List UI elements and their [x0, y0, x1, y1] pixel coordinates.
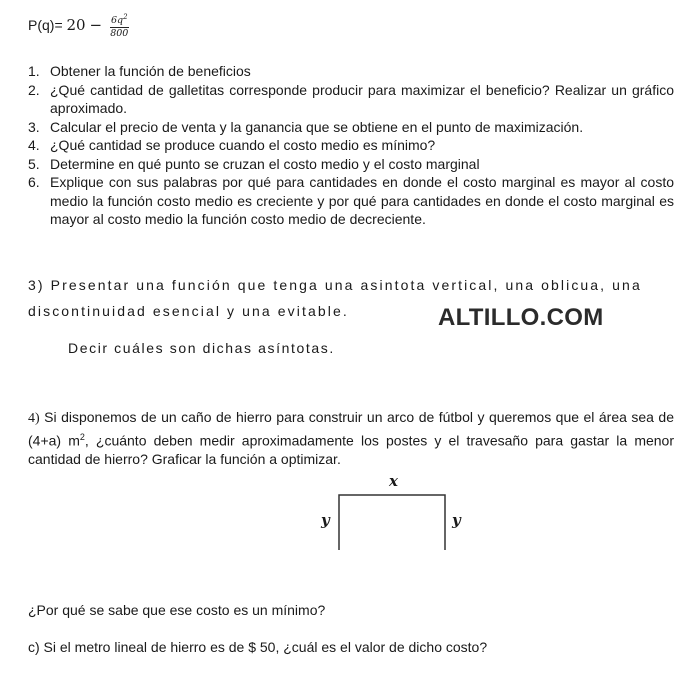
- q3-line3: Decir cuáles son dichas asíntotas.: [68, 340, 335, 356]
- crossbar-label: x: [389, 472, 398, 490]
- formula-minus: −: [89, 16, 103, 34]
- formula-fraction: [110, 12, 129, 40]
- question-list: [28, 62, 674, 229]
- q3-line1: 3) Presentar una función que tenga una asintota vertical, una oblicua, una: [28, 277, 642, 293]
- list-item: 6. Explique con sus palabras por qué para cantidades en donde el costo marginal es mayor al costo medio la función costo medio es creciente y por qué para cantidades en donde el costo marginal es mayor al costo medio la función costo medio de decreciente.: [28, 174, 674, 227]
- list-item: 1. Obtener la función de beneficios: [28, 63, 251, 79]
- q3-line2: discontinuidad esencial y una evitable.: [28, 303, 349, 319]
- question-minimum: ¿Por qué se sabe que ese costo es un mínimo?: [28, 602, 326, 618]
- formula-numerator: $6q^2$: [110, 13, 128, 27]
- q4-exponent: 2: [79, 432, 85, 442]
- goal-diagram: [300, 470, 480, 560]
- list-item: 5. Determine en qué punto se cruzan el costo medio y el costo marginal: [28, 155, 480, 172]
- formula-lhs: P(q)=: [28, 17, 63, 33]
- question-c: c) Si el metro lineal de hierro es de $ 50, ¿cuál es el valor de dicho costo?: [28, 639, 488, 655]
- formula-denominator: 800: [110, 28, 129, 40]
- q4-paragraph: 4) Si disponemos de un caño de hierro para construir un arco de fútbol y queremos que el área sea de (4+a) $m^2$, ¿cuánto deben medir aproximadamente los postes y el travesaño para gastar la menor cantidad de hierro? Graficar la función a optimizar.: [28, 409, 674, 467]
- list-item: 2. ¿Qué cantidad de galletitas corresponde producir para maximizar el beneficio? Realizar un gráfico aproximado.: [28, 81, 674, 116]
- profit-formula: [28, 8, 129, 42]
- formula-exponent: 2: [123, 13, 128, 22]
- left-post-label: y: [321, 511, 330, 529]
- q4-number: 4): [28, 411, 40, 426]
- formula-constant: 20: [66, 16, 86, 34]
- right-post-label: y: [452, 511, 461, 529]
- list-item: 3. Calcular el precio de venta y la ganancia que se obtiene en el punto de maximización.: [28, 118, 584, 135]
- watermark-logo: ALTILLO.COM: [438, 304, 604, 331]
- list-item: 4. ¿Qué cantidad se produce cuando el costo medio es mínimo?: [28, 137, 436, 153]
